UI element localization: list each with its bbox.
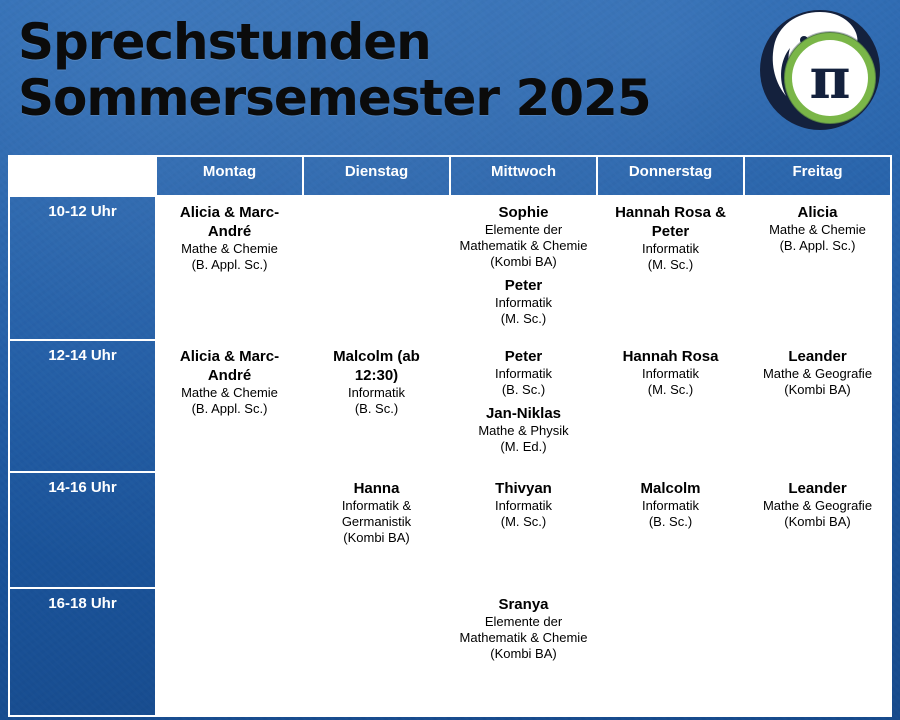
slot-montag-14-16 <box>156 472 303 588</box>
entry-name: Malcolm (ab 12:30) <box>333 348 420 384</box>
column-header-freitag: Freitag <box>744 156 891 196</box>
entry-detail-line: (B. Sc.) <box>648 514 693 529</box>
entry-detail-line: (M. Sc.) <box>500 311 547 326</box>
slot-montag-10-12 <box>156 196 303 340</box>
entry-detail-line: (Kombi BA) <box>784 382 851 397</box>
entry-name: Alicia & Marc-André <box>179 204 280 240</box>
slot-donnerstag-12-14 <box>597 340 744 472</box>
entry-name: Alicia & Marc-André <box>179 348 280 384</box>
entry-detail-line: (Kombi BA) <box>343 530 410 545</box>
entry-name: Peter <box>504 277 543 294</box>
slot-dienstag-16-18 <box>303 588 450 716</box>
slot-freitag-12-14 <box>744 340 891 472</box>
title-line-2: Sommersemester 2025 <box>18 69 651 127</box>
column-header-dienstag: Dienstag <box>303 156 450 196</box>
entry-detail-line: Informatik <box>641 366 700 381</box>
entry-detail-line: (B. Appl. Sc.) <box>191 401 268 416</box>
entry-detail-line: Mathematik & Chemie <box>459 630 588 645</box>
entry-detail-line: Informatik <box>641 241 700 256</box>
entry-detail-line: Mathe & Physik <box>478 423 569 438</box>
entry-name: Hannah Rosa & Peter <box>615 204 726 240</box>
schedule-entry <box>604 479 737 530</box>
slot-mittwoch-12-14 <box>450 340 597 472</box>
slot-dienstag-14-16 <box>303 472 450 588</box>
entry-name: Alicia <box>797 204 838 221</box>
table-row <box>9 340 891 472</box>
entry-detail-line: Informatik <box>494 366 553 381</box>
entry-detail-line: Mathe & Chemie <box>181 241 278 256</box>
schedule-entry <box>751 203 884 254</box>
entry-name: Leander <box>788 480 847 497</box>
column-header-montag: Montag <box>156 156 303 196</box>
entry-name: Hannah Rosa <box>622 348 719 365</box>
corner-cell <box>9 156 156 196</box>
entry-detail-line: (M. Sc.) <box>647 382 694 397</box>
entry-detail-line: (B. Appl. Sc.) <box>191 257 268 272</box>
entry-detail-line: Informatik <box>641 498 700 513</box>
schedule-entry <box>457 595 590 662</box>
entry-detail-line: Mathe & Chemie <box>769 222 866 237</box>
column-header-donnerstag: Donnerstag <box>597 156 744 196</box>
entry-detail-line: Mathematik & Chemie <box>459 238 588 253</box>
schedule-entry <box>751 479 884 530</box>
time-label-16-18: 16-18 Uhr <box>9 588 156 716</box>
schedule-entry <box>457 276 590 327</box>
slot-freitag-10-12 <box>744 196 891 340</box>
entry-name: Hanna <box>353 480 400 497</box>
table-row <box>9 588 891 716</box>
entry-detail-line: (Kombi BA) <box>784 514 851 529</box>
slot-donnerstag-16-18 <box>597 588 744 716</box>
entry-detail-line: (B. Appl. Sc.) <box>779 238 856 253</box>
slot-freitag-14-16 <box>744 472 891 588</box>
slot-mittwoch-14-16 <box>450 472 597 588</box>
schedule-entry <box>457 404 590 455</box>
pi-symbol: π <box>809 46 851 112</box>
slot-mittwoch-16-18 <box>450 588 597 716</box>
entry-detail-line: (M. Ed.) <box>500 439 547 454</box>
schedule-entry <box>604 347 737 398</box>
slot-mittwoch-10-12 <box>450 196 597 340</box>
entry-name: Peter <box>504 348 543 365</box>
schedule-entry <box>310 347 443 417</box>
slot-freitag-16-18 <box>744 588 891 716</box>
lion-pi-logo-icon <box>756 6 884 134</box>
schedule-body <box>9 196 891 716</box>
entry-detail-line: Informatik <box>494 498 553 513</box>
table-row <box>9 196 891 340</box>
schedule-entry <box>751 347 884 398</box>
entry-detail-line: Mathe & Geografie <box>762 366 873 381</box>
entry-detail-line: (M. Sc.) <box>647 257 694 272</box>
entry-name: Sophie <box>498 204 549 221</box>
entry-detail-line: Germanistik <box>341 514 412 529</box>
slot-montag-12-14 <box>156 340 303 472</box>
schedule-entry <box>457 479 590 530</box>
time-label-10-12: 10-12 Uhr <box>9 196 156 340</box>
schedule-entry <box>457 203 590 270</box>
entry-detail-line: Informatik <box>494 295 553 310</box>
schedule-entry <box>163 203 296 273</box>
entry-name: Leander <box>788 348 847 365</box>
slot-montag-16-18 <box>156 588 303 716</box>
slot-dienstag-12-14 <box>303 340 450 472</box>
time-label-12-14: 12-14 Uhr <box>9 340 156 472</box>
entry-detail-line: (B. Sc.) <box>354 401 399 416</box>
entry-name: Jan-Niklas <box>485 405 562 422</box>
entry-name: Malcolm <box>640 480 701 497</box>
schedule-entry <box>163 347 296 417</box>
table-row <box>9 472 891 588</box>
slot-donnerstag-14-16 <box>597 472 744 588</box>
entry-name: Thivyan <box>495 480 552 497</box>
entry-detail-line: Informatik & <box>341 498 412 513</box>
slot-dienstag-10-12 <box>303 196 450 340</box>
entry-detail-line: Elemente der <box>484 222 563 237</box>
schedule-table <box>8 155 892 717</box>
entry-detail-line: Informatik <box>347 385 406 400</box>
schedule-entry <box>604 203 737 273</box>
schedule-entry <box>457 347 590 398</box>
slot-donnerstag-10-12 <box>597 196 744 340</box>
column-header-mittwoch: Mittwoch <box>450 156 597 196</box>
schedule-entry <box>310 479 443 546</box>
schedule-header-row <box>9 156 891 196</box>
entry-detail-line: (B. Sc.) <box>501 382 546 397</box>
entry-detail-line: (Kombi BA) <box>490 646 557 661</box>
entry-detail-line: Mathe & Geografie <box>762 498 873 513</box>
entry-detail-line: (Kombi BA) <box>490 254 557 269</box>
schedule-table-wrapper <box>8 155 892 717</box>
entry-detail-line: (M. Sc.) <box>500 514 547 529</box>
entry-detail-line: Elemente der <box>484 614 563 629</box>
time-label-14-16: 14-16 Uhr <box>9 472 156 588</box>
entry-name: Sranya <box>498 596 549 613</box>
poster-header <box>0 0 900 140</box>
entry-detail-line: Mathe & Chemie <box>181 385 278 400</box>
title-line-1: Sprechstunden <box>18 13 431 71</box>
